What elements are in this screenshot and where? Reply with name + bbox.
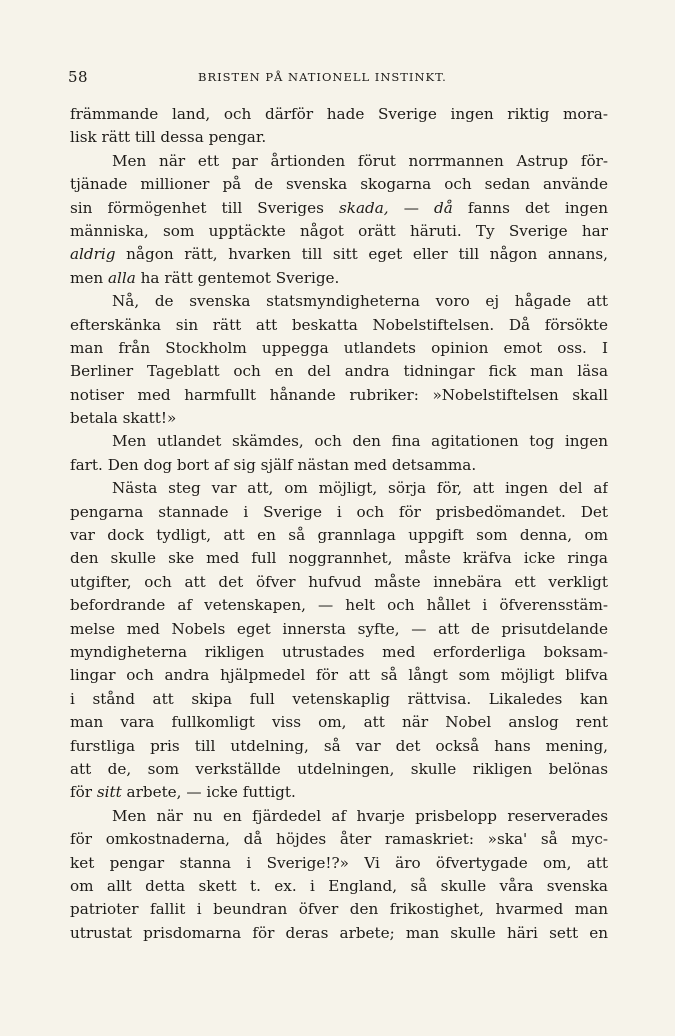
- text-line: människa, som upptäckte något orätt häruti. Ty Sverige har: [70, 221, 608, 240]
- text-line: om allt detta skett t. ex. i England, så skulle våra svenska: [70, 876, 608, 895]
- text-line: Nästa steg var att, om möjligt, sörja för, att ingen del af: [112, 479, 608, 498]
- text-line: Men när ett par årtionden förut norrmannen Astrup för-: [112, 151, 608, 170]
- text-line: myndigheterna rikligen utrustades med erforderliga boksam-: [70, 642, 608, 661]
- text-line: i stånd att skipa full vetenskaplig rättvisa. Likaledes kan: [70, 689, 608, 708]
- text-line: Men utlandet skämdes, och den fina agitationen tog ingen: [112, 432, 608, 451]
- text-line: befordrande af vetenskapen, — helt och hållet i öfverensstäm-: [70, 596, 608, 615]
- text-line: man från Stockholm uppegga utlandets opinion emot oss. I: [70, 338, 608, 357]
- text-line: utrustat prisdomarna för deras arbete; man skulle häri sett en: [70, 923, 608, 942]
- text-line: fart. Den dog bort af sig själf nästan med detsamma.: [70, 455, 477, 474]
- text-line: tjänade millioner på de svenska skogarna och sedan använde: [70, 175, 608, 194]
- text-line: furstliga pris till utdelning, så var det också hans mening,: [70, 736, 608, 755]
- text-line: pengarna stannade i Sverige i och för prisbedömandet. Det: [70, 502, 608, 521]
- text-line: melse med Nobels eget innersta syfte, — att de prisutdelande: [70, 619, 608, 638]
- page-number: 58: [68, 68, 89, 86]
- text-line: främmande land, och därför hade Sverige ingen riktig mora-: [70, 105, 608, 123]
- text-line: patrioter fallit i beundran öfver den frikostighet, hvarmed man: [70, 900, 608, 919]
- text-line: men alla ha rätt gentemot Sverige.: [70, 268, 340, 287]
- text-line: lisk rätt till dessa pengar.: [70, 128, 267, 147]
- text-line: Nå, de svenska statsmyndigheterna voro ej hågade att: [112, 292, 608, 311]
- text-line: notiser med harmfullt hånande rubriker: »Nobelstiftelsen skall: [70, 385, 608, 404]
- text-line: utgifter, och att det öfver hufvud måste innebära ett verkligt: [70, 572, 608, 591]
- text-line: lingar och andra hjälpmedel för att så långt som möjligt blifva: [70, 666, 608, 685]
- text-line: Berliner Tageblatt och en del andra tidningar fick man läsa: [70, 362, 608, 381]
- text-line: den skulle ske med full noggrannhet, måste kräfva icke ringa: [70, 549, 608, 568]
- text-line: betala skatt!»: [70, 409, 177, 428]
- text-line: var dock tydligt, att en så grannlaga uppgift som denna, om: [70, 526, 608, 545]
- text-line: ket pengar stanna i Sverige!?» Vi äro öfvertygade om, att: [70, 853, 608, 872]
- body-text: [70, 103, 608, 945]
- text-line: efterskänka sin rätt att beskatta Nobelstiftelsen. Då försökte: [70, 315, 608, 334]
- text-line: Men när nu en fjärdedel af hvarje prisbelopp reserverades: [112, 806, 608, 825]
- text-line: för sitt arbete, — icke futtigt.: [70, 783, 296, 802]
- text-line: aldrig någon rätt, hvarken till sitt eget eller till någon annans,: [70, 245, 608, 264]
- text-line: för omkostnaderna, då höjdes åter ramaskriet: »ska' så myc-: [70, 830, 608, 849]
- text-line: man vara fullkomligt viss om, att när Nobel anslog rent: [70, 713, 608, 732]
- text-line: sin förmögenhet till Sveriges skada, — då fanns det ingen: [70, 198, 608, 217]
- running-title: BRISTEN PÅ NATIONELL INSTINKT.: [198, 70, 447, 84]
- page-header: [68, 68, 606, 90]
- text-line: att de, som verkställde utdelningen, skulle rikligen belönas: [70, 759, 608, 778]
